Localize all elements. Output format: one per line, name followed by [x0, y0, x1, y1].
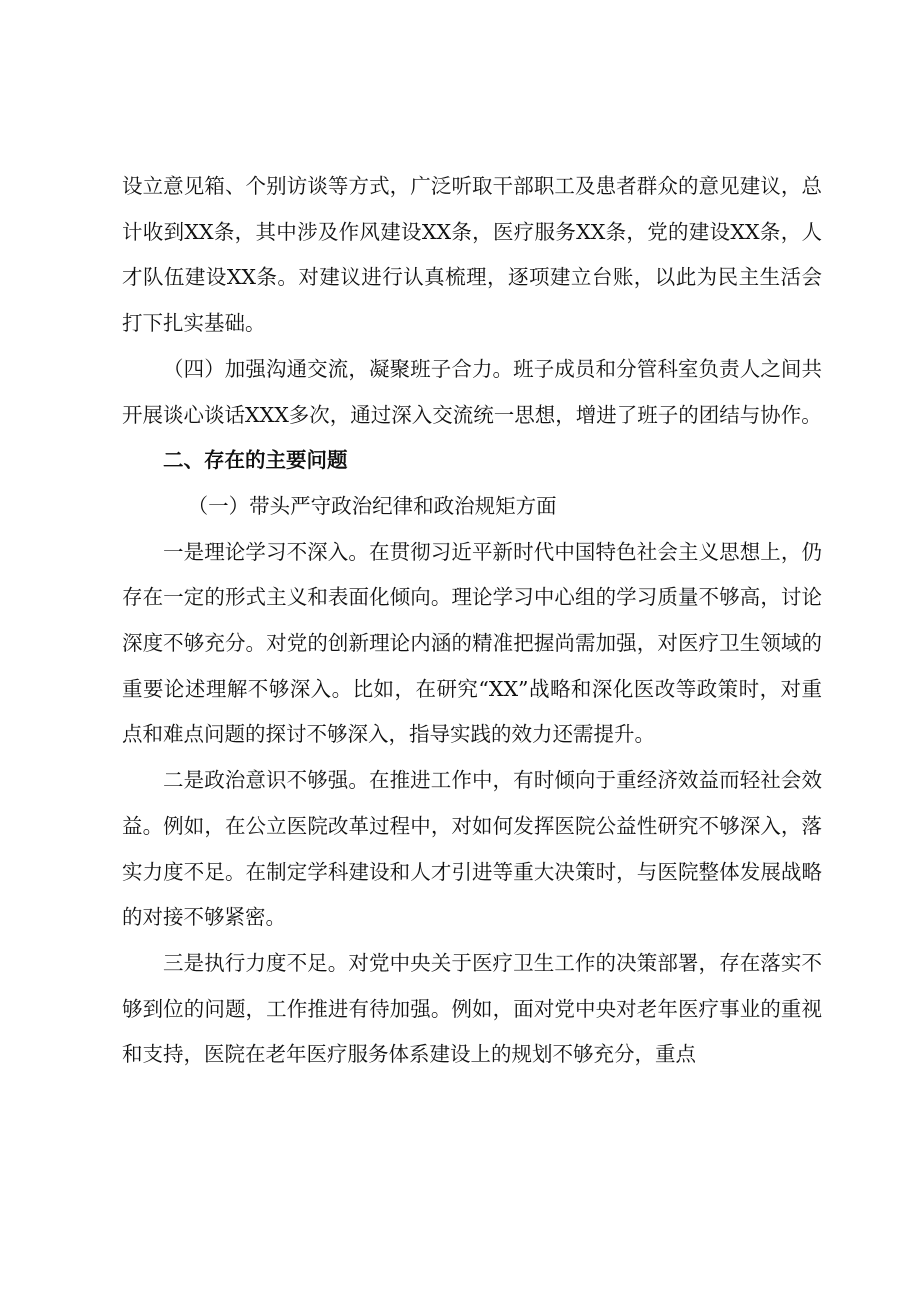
- paragraph-execution: 三是执行力度不足。对党中央关于医疗卫生工作的决策部署，存在落实不够到位的问题，工作推进有待加强。例如，面对党中央对老年医疗事业的重视和支持，医院在老年医疗服务体系建设上的规划不够充分，重点: [122, 950, 822, 1067]
- paragraph-continuation: 设立意见箱、个别访谈等方式，广泛听取干部职工及患者群众的意见建议，总计收到XX条，其中涉及作风建设XX条，医疗服务XX条，党的建设XX条，人才队伍建设XX条。对建议进行认真梳理，逐项建立台账，以此为民主生活会打下扎实基础。: [122, 174, 822, 336]
- sub-heading-political-discipline: （一）带头严守政治纪律和政治规矩方面: [187, 493, 557, 518]
- document-body: [122, 164, 822, 1078]
- paragraph-communication: （四）加强沟通交流，凝聚班子合力。班子成员和分管科室负责人之间共开展谈心谈话XXX多次，通过深入交流统一思想，增进了班子的团结与协作。: [122, 356, 822, 427]
- paragraph-theory-study: 一是理论学习不深入。在贯彻习近平新时代中国特色社会主义思想上，仍存在一定的形式主义和表面化倾向。理论学习中心组的学习质量不够高，讨论深度不够充分。对党的创新理论内涵的精准把握尚需加强，对医疗卫生领域的重要论述理解不够深入。比如，在研究“XX”战略和深化医改等政策时，对重点和难点问题的探讨不够深入，指导实践的效力还需提升。: [122, 539, 822, 747]
- paragraph-political-awareness: 二是政治意识不够强。在推进工作中，有时倾向于重经济效益而轻社会效益。例如，在公立医院改革过程中，对如何发挥医院公益性研究不够深入，落实力度不足。在制定学科建设和人才引进等重大决策时，与医院整体发展战略的对接不够紧密。: [122, 768, 822, 930]
- section-heading-main-problems: 二、存在的主要问题: [163, 448, 348, 473]
